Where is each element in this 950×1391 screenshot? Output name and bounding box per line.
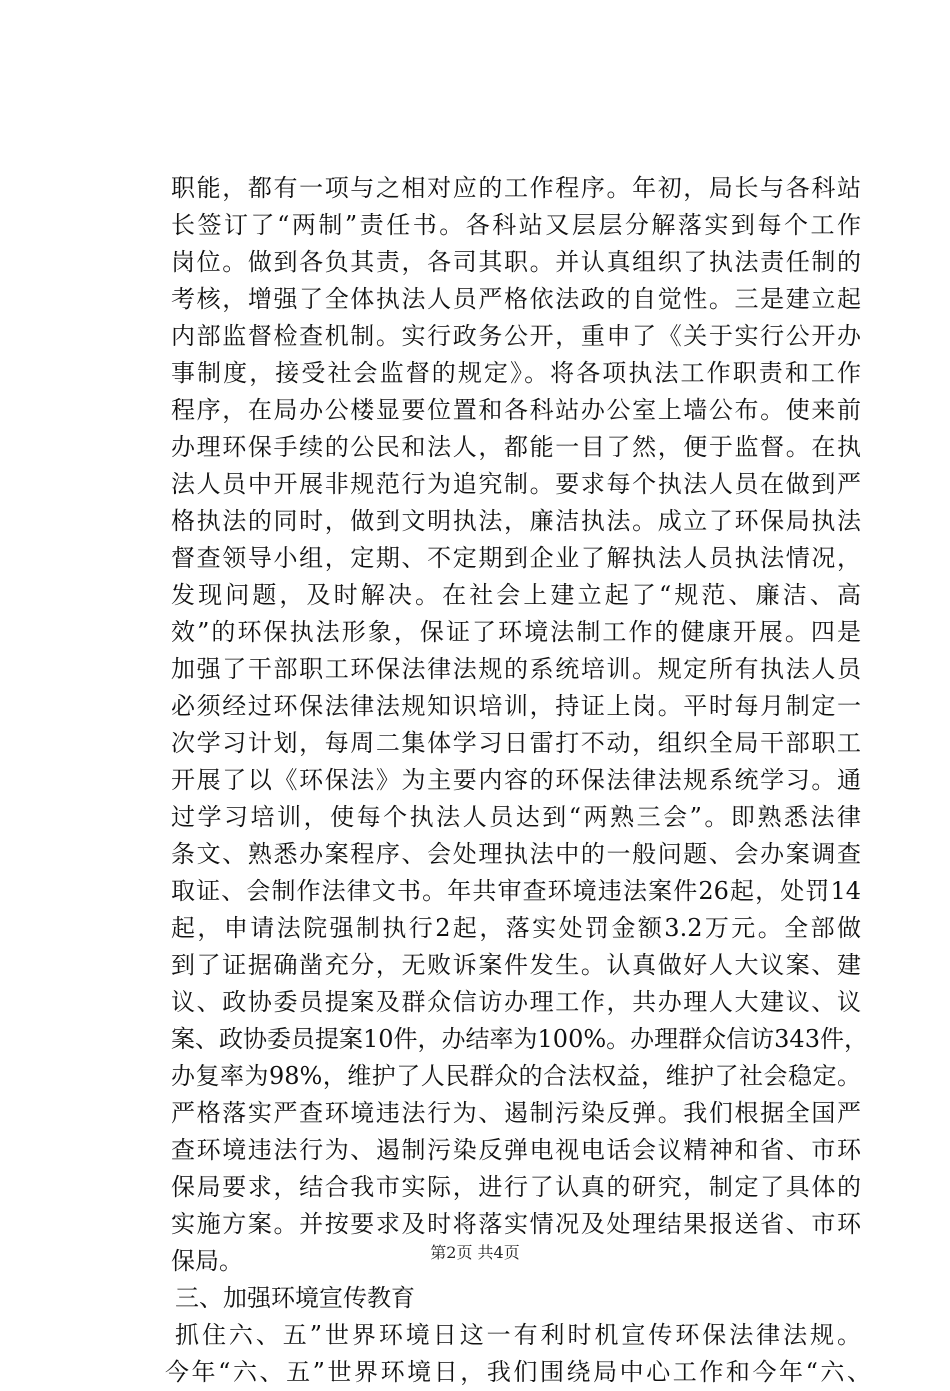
- text-line: 开展了以《环保法》为主要内容的环保法律法规系统学习。通: [171, 766, 861, 794]
- document-body: [165, 170, 871, 1391]
- text-line: 考核，增强了全体执法人员严格依法政的自觉性。三是建立起: [171, 285, 861, 313]
- paragraph-2: [165, 1317, 871, 1391]
- text-line: 职能，都有一项与之相对应的工作程序。年初，局长与各科站: [171, 174, 861, 202]
- text-line: 效”的环保执法形象，保证了环境法制工作的健康开展。四是: [171, 618, 861, 646]
- text-line: 严格落实严查环境违法行为、遏制污染反弹。我们根据全国严: [171, 1099, 861, 1127]
- text-line: 次学习计划，每周二集体学习日雷打不动，组织全局干部职工: [171, 729, 861, 757]
- text-line: 今年“六、五”世界环境日，我们围绕局中心工作和今年“六、: [165, 1358, 871, 1386]
- text-line: 程序，在局办公楼显要位置和各科站办公室上墙公布。使来前: [171, 396, 861, 424]
- text-line: 督查领导小组，定期、不定期到企业了解执法人员执法情况，: [171, 544, 861, 572]
- text-line: 岗位。做到各负其责，各司其职。并认真组织了执法责任制的: [171, 248, 861, 276]
- text-line: 必须经过环保法律法规知识培训，持证上岗。平时每月制定一: [171, 692, 861, 720]
- text-line: 议、政协委员提案及群众信访办理工作，共办理人大建议、议: [171, 988, 861, 1016]
- text-line: 发现问题，及时解决。在社会上建立起了“规范、廉洁、高: [171, 581, 861, 609]
- text-line: 保局要求，结合我市实际，进行了认真的研究，制定了具体的: [171, 1173, 861, 1201]
- text-line: 办理环保手续的公民和法人，都能一目了然，便于监督。在执: [171, 433, 861, 461]
- text-line: 过学习培训，使每个执法人员达到“两熟三会”。即熟悉法律: [171, 803, 861, 831]
- text-line: 办复率为98%，维护了人民群众的合法权益，维护了社会稳定。: [171, 1062, 861, 1090]
- text-line: 格执法的同时，做到文明执法，廉洁执法。成立了环保局执法: [171, 507, 861, 535]
- section-heading: 三、加强环境宣传教育: [175, 1284, 415, 1312]
- text-line: 查环境违法行为、遏制污染反弹电视电话会议精神和省、市环: [171, 1136, 861, 1164]
- paragraph-1: [171, 170, 868, 1280]
- text-line: 案、政协委员提案10件，办结率为100%。办理群众信访343件，: [171, 1025, 868, 1053]
- text-line: 法人员中开展非规范行为追究制。要求每个执法人员在做到严: [171, 470, 861, 498]
- text-line: 抓住六、五”世界环境日这一有利时机宣传环保法律法规。: [175, 1321, 861, 1349]
- text-line: 条文、熟悉办案程序、会处理执法中的一般问题、会办案调查: [171, 840, 861, 868]
- text-line: 加强了干部职工环保法律法规的系统培训。规定所有执法人员: [171, 655, 861, 683]
- text-line: 到了证据确凿充分，无败诉案件发生。认真做好人大议案、建: [171, 951, 861, 979]
- text-line: 保局。: [171, 1247, 243, 1275]
- text-line: 长签订了“两制”责任书。各科站又层层分解落实到每个工作: [171, 211, 861, 239]
- text-line: 取证、会制作法律文书。年共审查环境违法案件26起，处罚14: [171, 877, 861, 905]
- page-footer: 第2页 共4页: [430, 1243, 520, 1262]
- text-line: 内部监督检查机制。实行政务公开，重申了《关于实行公开办: [171, 322, 861, 350]
- text-line: 起，申请法院强制执行2起，落实处罚金额3.2万元。全部做: [171, 914, 861, 942]
- text-line: 事制度，接受社会监督的规定》。将各项执法工作职责和工作: [171, 359, 861, 387]
- text-line: 实施方案。并按要求及时将落实情况及处理结果报送省、市环: [171, 1210, 861, 1238]
